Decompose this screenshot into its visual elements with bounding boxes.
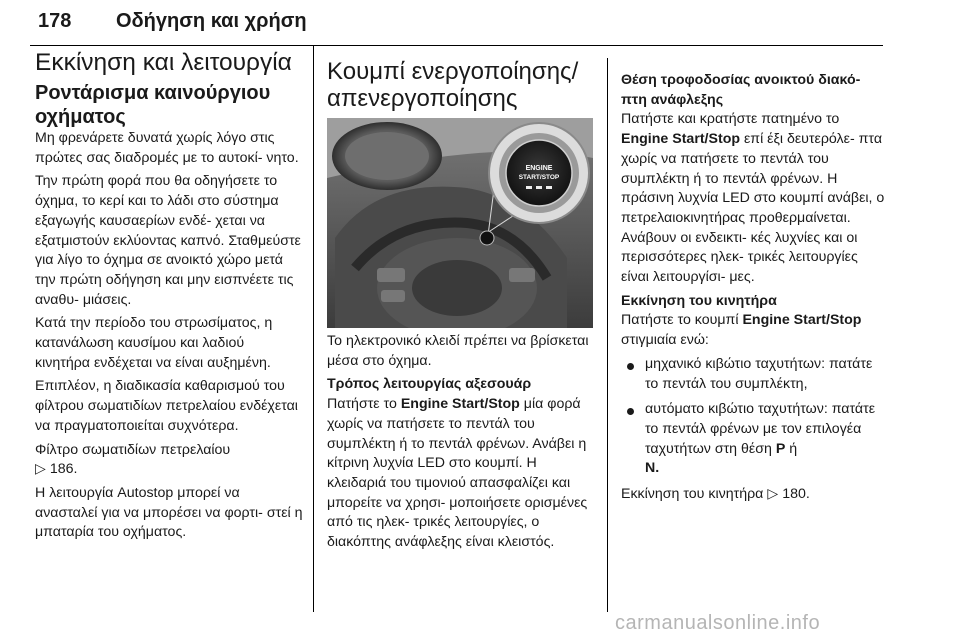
- header-rule: [30, 45, 883, 46]
- paragraph: [621, 311, 887, 350]
- reference-text: Φίλτρο σωματιδίων πετρελαίου: [35, 441, 231, 458]
- button-name: Engine Start/Stop: [742, 312, 862, 329]
- gear-position: P: [775, 440, 786, 457]
- paragraph: [621, 110, 887, 287]
- column-2: [327, 58, 593, 557]
- cross-reference: [35, 441, 303, 480]
- text-run: στιγμιαία ενώ:: [621, 332, 709, 349]
- text-run: μία φορά χωρίς να πατήσετε το πεντάλ του συμπλέκτη ή το πεντάλ φρένων. Ανάβει η κίτρινη λυχνία LED στο κουμπί. Η κλειδαριά του τιμονιού απασφαλίζει και μπορείτε να χρησι- μοποιήσετε ορισμένες από τις ηλεκ- τρικές λειτουργίες, ο διακόπτης ανάφλεξης είναι κλειστός.: [327, 396, 588, 551]
- paragraph: [327, 395, 593, 553]
- watermark: carmanualsonline.info: [615, 612, 821, 634]
- button-name: Engine Start/Stop: [621, 131, 741, 148]
- paragraph: Κατά την περίοδο του στρωσίματος, η κατανάλωση καυσίμου και λαδιού κινητήρα ενδέχεται να είναι αυξημένη.: [35, 315, 273, 371]
- subheading: Θέση τροφοδοσίας ανοικτού διακό- πτη ανάφλεξης: [621, 72, 861, 108]
- cross-reference: [621, 485, 887, 505]
- text-run: Πατήστε το: [327, 396, 401, 413]
- text-run: Πατήστε το κουμπί: [621, 312, 743, 329]
- bullet-icon: [627, 363, 634, 370]
- text-run: επί έξι δευτερόλε- πτα χωρίς να πατήσετε το πεντάλ του συμπλέκτη ή το πεντάλ φρένων. Η πράσινη λυχνία LED στο κουμπί ανάβει, ο πετρελαιοκινητήρας προθερμαίνεται. Ανάβουν οι ενδεικτι- κές λυχνίες και οι περισσότερες ηλεκ- τρικές λειτουργίες είναι λειτουργίσι- μες.: [621, 131, 885, 286]
- list-item-text: ή: [785, 440, 798, 457]
- engine-start-stop-figure: [327, 118, 593, 328]
- paragraph: Η λειτουργία Autostop μπορεί να ανασταλεί για να μπορέσει να φορτι- στεί η μπαταρία του οχήματος.: [35, 484, 303, 541]
- button-label-line1: ENGINE: [525, 165, 553, 172]
- reference-arrow-icon: ▷: [767, 486, 779, 503]
- subsection-title: Ροντάρισμα καινούργιου οχήματος: [35, 82, 271, 128]
- figure-caption: Το ηλεκτρονικό κλειδί πρέπει να βρίσκεται μέσα στο όχημα.: [327, 333, 589, 369]
- chapter-title: Οδήγηση και χρήση: [116, 10, 307, 32]
- reference-page[interactable]: 180.: [782, 486, 810, 503]
- gear-position: N.: [645, 460, 660, 477]
- paragraph: Την πρώτη φορά που θα οδηγήσετε το όχημα, το κερί και το λάδι στο σύστημα εξαγωγής καυσαερίων ενδέ- χεται να εξατμιστούν εκλύοντας καπνό. Σταθμεύστε για λίγο το όχημα σε ανοικτό χώρο μετά την πρώτη οδήγηση και μην εισπνέετε τις αναθυ- μιάσεις.: [35, 173, 301, 308]
- section-title: Εκκίνηση και λειτουργία: [35, 49, 292, 76]
- reference-text: Εκκίνηση του κινητήρα: [621, 486, 764, 503]
- column-divider: [313, 46, 314, 612]
- list-item-text: μηχανικό κιβώτιο ταχυτήτων: πατάτε το πεντάλ του συμπλέκτη,: [645, 355, 873, 392]
- button-name: Engine Start/Stop: [400, 396, 520, 413]
- paragraph: Μη φρενάρετε δυνατά χωρίς λόγο στις πρώτες σας διαδρομές με το αυτοκί- νητο.: [35, 130, 299, 166]
- list-item: [621, 355, 887, 394]
- list-item-text: αυτόματο κιβώτιο ταχυτήτων: πατάτε το πεντάλ φρένων με τον επιλογέα ταχυτήτων στη θέση: [645, 401, 876, 457]
- subheading: Τρόπος λειτουργίας αξεσουάρ: [327, 376, 532, 393]
- section-title: Κουμπί ενεργοποίησης/ απενεργοποίησης: [327, 58, 579, 112]
- bullet-list: [621, 355, 887, 479]
- column-1: [35, 47, 303, 547]
- subheading: Εκκίνηση του κινητήρα: [621, 292, 777, 309]
- paragraph: Επιπλέον, η διαδικασία καθαρισμού του φίλτρου σωματιδίων πετρελαίου ενδέχεται να πραγματοποιείται συχνότερα.: [35, 378, 298, 434]
- column-divider: [607, 58, 608, 612]
- page-number: 178: [38, 10, 72, 32]
- reference-page[interactable]: 186.: [49, 461, 78, 478]
- list-item: [621, 400, 887, 479]
- column-3: [621, 71, 887, 509]
- bullet-icon: [627, 408, 634, 415]
- text-run: Πατήστε και κρατήστε πατημένο το: [621, 111, 840, 128]
- button-label-line2: START/STOP: [518, 174, 560, 181]
- reference-arrow-icon: ▷: [35, 461, 46, 478]
